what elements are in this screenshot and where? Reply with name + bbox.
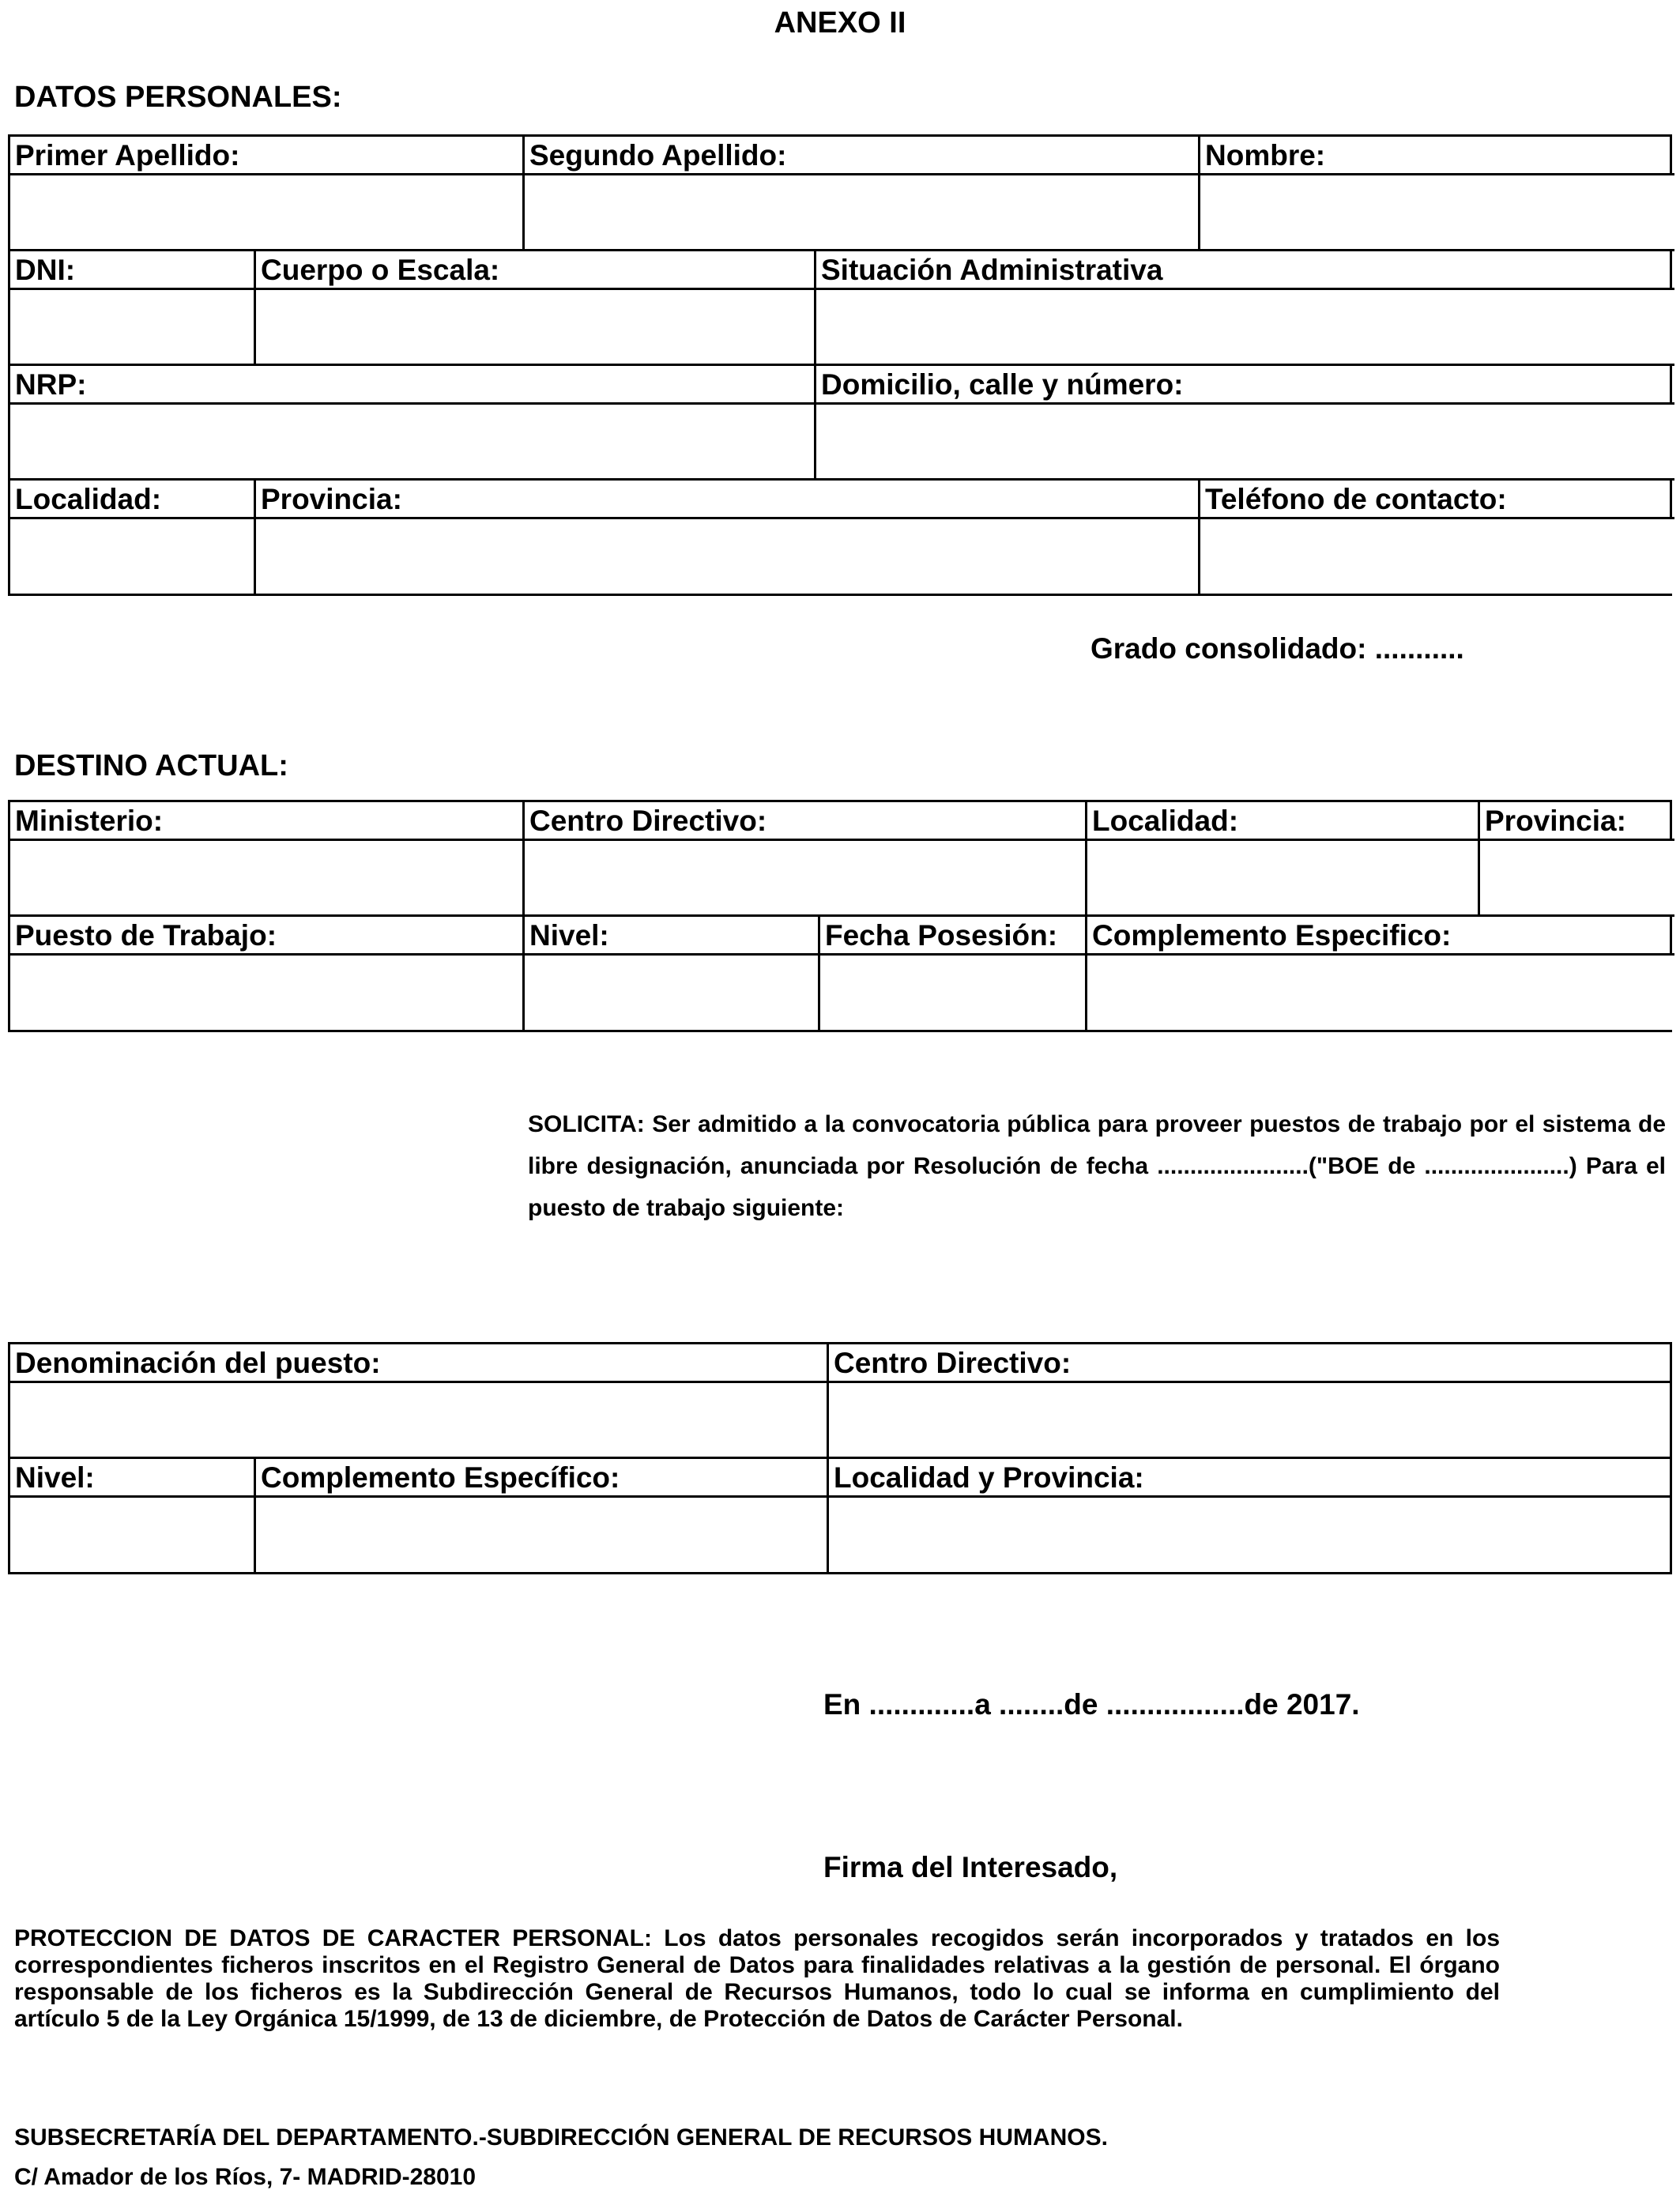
fecha-posesion-field[interactable] xyxy=(820,956,1087,1030)
cuerpo-escala-label: Cuerpo o Escala: xyxy=(256,251,816,290)
provincia-label: Provincia: xyxy=(256,481,1200,519)
destino-provincia-field[interactable] xyxy=(1480,841,1674,917)
footer-department: SUBSECRETARÍA DEL DEPARTAMENTO.-SUBDIRECCIÓN GENERAL DE RECURSOS HUMANOS. xyxy=(14,2124,1108,2151)
datos-personales-heading: DATOS PERSONALES: xyxy=(14,81,342,114)
denominacion-puesto-field[interactable] xyxy=(10,1383,829,1459)
ministerio-field[interactable] xyxy=(10,841,525,917)
localidad-field[interactable] xyxy=(10,519,256,594)
destino-actual-heading: DESTINO ACTUAL: xyxy=(14,749,288,782)
proteccion-datos-notice: PROTECCION DE DATOS DE CARACTER PERSONAL: Los datos personales recogidos serán incorporados y tratados en los correspondientes ficheros inscritos en el Registro General de Datos para finalidades relativas a la gestión de personal. El órgano responsable de los ficheros es la Subdirección General de Recursos Humanos, todo lo cual se informa en cumplimiento del artículo 5 de la Ley Orgánica 15/1999, de 13 de diciembre, de Protección de Datos de Carácter Personal. xyxy=(14,1925,1500,2032)
centro-directivo-label: Centro Directivo: xyxy=(525,802,1087,841)
nombre-field[interactable] xyxy=(1200,175,1674,251)
firma-interesado: Firma del Interesado, xyxy=(823,1851,1118,1883)
ministerio-label: Ministerio: xyxy=(10,802,525,841)
dni-label: DNI: xyxy=(10,251,256,290)
telefono-field[interactable] xyxy=(1200,519,1674,594)
localidad-label: Localidad: xyxy=(10,481,256,519)
solicitado-complemento-field[interactable] xyxy=(256,1498,829,1572)
solicitado-complemento-label: Complemento Específico: xyxy=(256,1459,829,1498)
segundo-apellido-label: Segundo Apellido: xyxy=(525,137,1200,175)
provincia-field[interactable] xyxy=(256,519,1200,594)
domicilio-field[interactable] xyxy=(816,405,1674,481)
destino-localidad-field[interactable] xyxy=(1087,841,1480,917)
solicitado-nivel-label: Nivel: xyxy=(10,1459,256,1498)
solicitado-centro-directivo-field[interactable] xyxy=(829,1383,1670,1459)
nivel-field[interactable] xyxy=(525,956,820,1030)
puesto-solicitado-grid xyxy=(8,1342,1672,1574)
solicitado-nivel-field[interactable] xyxy=(10,1498,256,1572)
primer-apellido-label: Primer Apellido: xyxy=(10,137,525,175)
grado-consolidado: Grado consolidado: ........... xyxy=(1090,632,1464,665)
domicilio-label: Domicilio, calle y número: xyxy=(816,366,1674,405)
segundo-apellido-field[interactable] xyxy=(525,175,1200,251)
destino-actual-grid xyxy=(8,800,1672,1032)
datos-personales-grid xyxy=(8,134,1672,596)
primer-apellido-field[interactable] xyxy=(10,175,525,251)
localidad-provincia-field[interactable] xyxy=(829,1498,1670,1572)
destino-localidad-label: Localidad: xyxy=(1087,802,1480,841)
nombre-label: Nombre: xyxy=(1200,137,1674,175)
cuerpo-escala-field[interactable] xyxy=(256,290,816,366)
telefono-label: Teléfono de contacto: xyxy=(1200,481,1674,519)
nrp-label: NRP: xyxy=(10,366,816,405)
nrp-field[interactable] xyxy=(10,405,816,481)
puesto-trabajo-field[interactable] xyxy=(10,956,525,1030)
solicita-paragraph: SOLICITA: Ser admitido a la convocatoria pública para proveer puestos de trabajo por el sistema de libre designación, anunciada por Resolución de fecha .......................("BOE de ......................) Para el puesto de trabajo siguiente: xyxy=(528,1111,1666,1221)
footer-address: C/ Amador de los Ríos, 7- MADRID-28010 xyxy=(14,2164,477,2190)
centro-directivo-field[interactable] xyxy=(525,841,1087,917)
situacion-administrativa-label: Situación Administrativa xyxy=(816,251,1674,290)
complemento-especifico-label: Complemento Especifico: xyxy=(1087,917,1674,956)
lugar-fecha: En .............a ........de .................de 2017. xyxy=(823,1688,1360,1721)
puesto-trabajo-label: Puesto de Trabajo: xyxy=(10,917,525,956)
nivel-label: Nivel: xyxy=(525,917,820,956)
fecha-posesion-label: Fecha Posesión: xyxy=(820,917,1087,956)
complemento-especifico-field[interactable] xyxy=(1087,956,1674,1030)
dni-field[interactable] xyxy=(10,290,256,366)
localidad-provincia-label: Localidad y Provincia: xyxy=(829,1459,1670,1498)
destino-provincia-label: Provincia: xyxy=(1480,802,1674,841)
situacion-administrativa-field[interactable] xyxy=(816,290,1674,366)
document-title: ANEXO II xyxy=(774,6,906,40)
denominacion-puesto-label: Denominación del puesto: xyxy=(10,1344,829,1383)
solicitado-centro-directivo-label: Centro Directivo: xyxy=(829,1344,1670,1383)
